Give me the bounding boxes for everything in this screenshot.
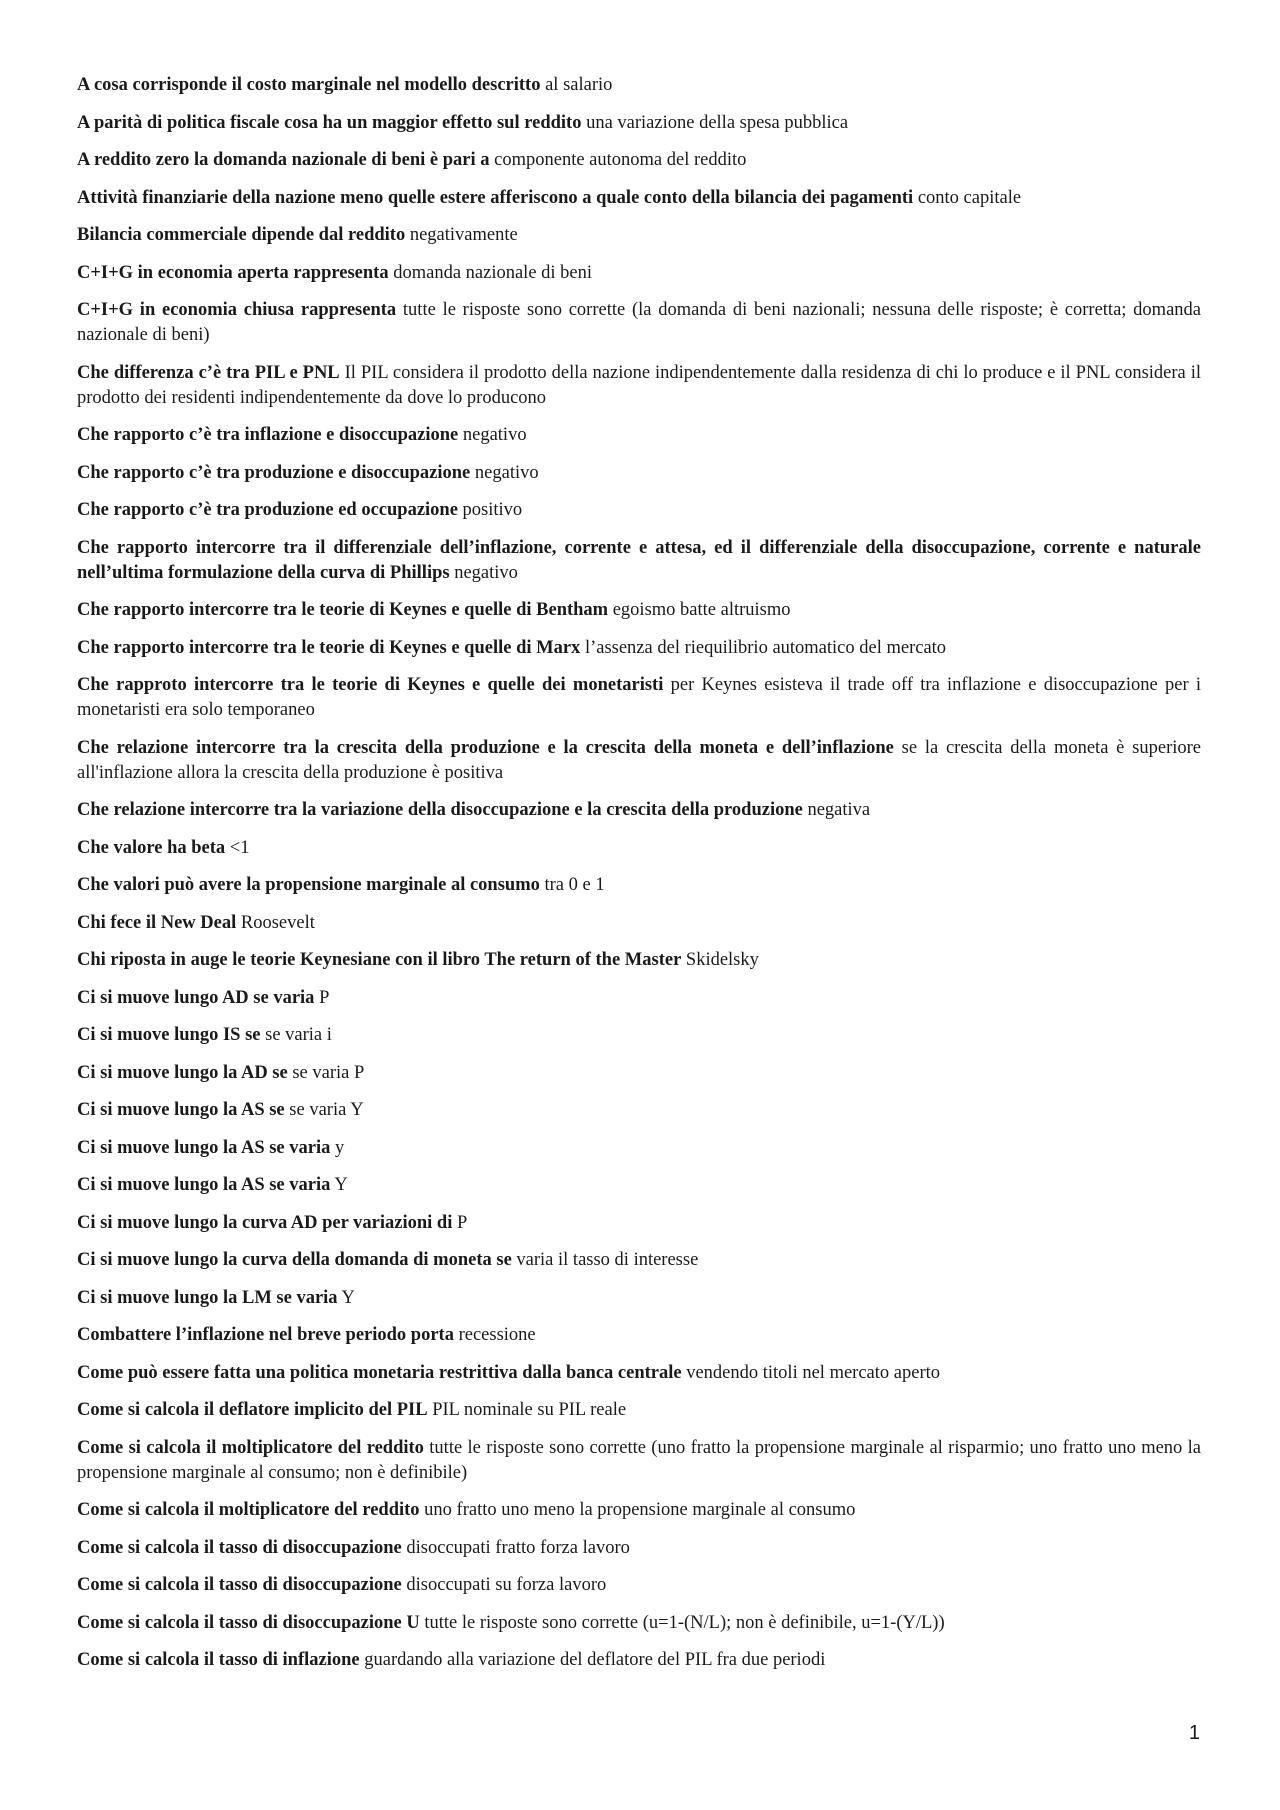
answer-text: negativo — [454, 562, 518, 583]
question-text: Che valori può avere la propensione marginale al consumo — [77, 875, 540, 895]
question-text: Ci si muove lungo la AS se — [77, 1100, 285, 1120]
answer-text: tutte le risposte sono corrette (la domanda di beni nazionali; nessuna delle risposte; è corretta; domanda nazionale di beni) — [77, 300, 1201, 345]
question-text: Come si calcola il tasso di disoccupazione — [77, 1575, 402, 1595]
answer-text: domanda nazionale di beni — [393, 262, 593, 283]
answer-text: negativo — [474, 462, 539, 483]
qa-entry — [77, 798, 1201, 823]
qa-entry — [77, 223, 1201, 248]
answer-text: Y — [341, 1287, 355, 1308]
question-text: Ci si muove lungo IS se — [77, 1025, 261, 1045]
answer-text: se varia P — [292, 1062, 365, 1083]
qa-entry — [77, 986, 1201, 1011]
qa-entry — [77, 361, 1201, 411]
qa-entry — [77, 1136, 1201, 1161]
qa-entry — [77, 1286, 1201, 1311]
qa-entry — [77, 186, 1201, 211]
question-text: Chi fece il New Deal — [77, 912, 237, 933]
question-text: Che rapporto c’è tra produzione e disoccupazione — [77, 462, 471, 483]
qa-entry — [77, 636, 1201, 661]
question-text: Ci si muove lungo AD se varia — [77, 987, 315, 1008]
qa-entry — [77, 836, 1201, 861]
answer-text: conto capitale — [917, 187, 1022, 208]
document-page — [77, 73, 1201, 1686]
question-text: Come si calcola il tasso di disoccupazione — [77, 1537, 402, 1558]
answer-text: recessione — [458, 1325, 536, 1345]
qa-entry — [77, 1323, 1201, 1348]
answer-text: se varia Y — [289, 1100, 364, 1120]
qa-entry — [77, 298, 1201, 348]
answer-text: negativo — [462, 425, 527, 445]
question-text: Come si calcola il moltiplicatore del reddito — [77, 1437, 424, 1458]
qa-entry — [77, 1436, 1201, 1486]
question-text: Che rapporto c’è tra produzione ed occupazione — [77, 500, 458, 520]
answer-text: guardando alla variazione del deflatore del PIL fra due periodi — [364, 1650, 826, 1670]
qa-entry — [77, 111, 1201, 136]
qa-entry — [77, 1573, 1201, 1598]
question-text: C+I+G in economia chiusa rappresenta — [77, 300, 397, 320]
qa-entry — [77, 461, 1201, 486]
qa-entry — [77, 73, 1201, 98]
question-text: Come si calcola il moltiplicatore del reddito — [77, 1500, 420, 1520]
answer-text: una variazione della spesa pubblica — [586, 112, 849, 133]
qa-entry — [77, 1173, 1201, 1198]
question-text: Chi riposta in auge le teorie Keynesiane con il libro The return of the Master — [77, 950, 682, 970]
qa-entry — [77, 1211, 1201, 1236]
answer-text: se la crescita della moneta è superiore all'inflazione allora la crescita della produzione è positiva — [77, 737, 1202, 783]
qa-entry — [77, 598, 1201, 623]
qa-entry — [77, 1648, 1201, 1673]
question-text: Combattere l’inflazione nel breve periodo porta — [77, 1325, 454, 1345]
question-text: Che valore ha beta — [77, 837, 226, 858]
question-text: A cosa corrisponde il costo marginale nel modello descritto — [77, 75, 541, 95]
answer-text: tra 0 e 1 — [544, 875, 605, 895]
question-text: Come si calcola il deflatore implicito del PIL — [77, 1400, 428, 1420]
answer-text: P — [319, 987, 330, 1008]
answer-text: tutte le risposte sono corrette (uno fratto la propensione marginale al risparmio; uno fratto uno meno la propensione marginale al consumo; non è definibile) — [77, 1437, 1202, 1483]
qa-entry — [77, 1098, 1201, 1123]
question-text: Come si calcola il tasso di disoccupazione U — [77, 1612, 420, 1633]
qa-entry — [77, 1061, 1201, 1086]
qa-entry — [77, 911, 1201, 936]
answer-text: uno fratto uno meno la propensione marginale al consumo — [424, 1500, 856, 1520]
qa-entry — [77, 1398, 1201, 1423]
question-text: Che rapporto intercorre tra le teorie di Keynes e quelle di Marx — [77, 637, 581, 658]
qa-entry — [77, 1611, 1201, 1636]
answer-text: y — [335, 1137, 345, 1158]
qa-entry — [77, 536, 1201, 586]
page-number: 1 — [1188, 1722, 1200, 1744]
question-text: Che rapporto c’è tra inflazione e disoccupazione — [77, 425, 459, 445]
answer-text: disoccupati su forza lavoro — [406, 1575, 607, 1595]
qa-entry — [77, 736, 1201, 786]
answer-text: Roosevelt — [240, 912, 315, 933]
answer-text: disoccupati fratto forza lavoro — [406, 1537, 630, 1558]
question-text: Come può essere fatta una politica monetaria restrittiva dalla banca centrale — [77, 1362, 682, 1383]
question-text: Ci si muove lungo la AD se — [77, 1062, 288, 1083]
answer-text: Il PIL considera il prodotto della nazione indipendentemente dalla residenza di chi lo produce e il PNL considera il prodotto dei residenti indipendentemente da dove lo producono — [77, 362, 1201, 408]
qa-entry — [77, 148, 1201, 173]
question-text: A reddito zero la domanda nazionale di beni è pari a — [77, 150, 490, 170]
qa-entry — [77, 873, 1201, 898]
question-text: Ci si muove lungo la AS se varia — [77, 1137, 331, 1158]
answer-text: egoismo batte altruismo — [612, 600, 791, 620]
qa-entry — [77, 673, 1201, 723]
qa-entry — [77, 1361, 1201, 1386]
answer-text: tutte le risposte sono corrette (u=1-(N/L); non è definibile, u=1-(Y/L)) — [424, 1612, 945, 1633]
answer-text: P — [456, 1212, 468, 1233]
question-text: Che differenza c’è tra PIL e PNL — [77, 362, 340, 383]
answer-text: negativamente — [409, 225, 518, 245]
qa-entry — [77, 948, 1201, 973]
question-text: Che relazione intercorre tra la variazione della disoccupazione e la crescita della produzione — [77, 800, 803, 820]
question-text: A parità di politica fiscale cosa ha un maggior effetto sul reddito — [77, 112, 582, 133]
question-text: Ci si muove lungo la LM se varia — [77, 1287, 338, 1308]
answer-text: componente autonoma del reddito — [494, 150, 747, 170]
qa-entry — [77, 1536, 1201, 1561]
answer-text: varia il tasso di interesse — [516, 1250, 699, 1270]
qa-entry — [77, 1498, 1201, 1523]
answer-text: per Keynes esisteva il trade off tra inflazione e disoccupazione per i monetaristi era solo temporaneo — [77, 675, 1202, 720]
answer-text: <1 — [229, 837, 250, 858]
question-text: Ci si muove lungo la AS se varia — [77, 1175, 331, 1195]
qa-entry — [77, 1023, 1201, 1048]
question-text: Ci si muove lungo la curva della domanda di moneta se — [77, 1250, 512, 1270]
answer-text: al salario — [545, 75, 613, 95]
question-text: Ci si muove lungo la curva AD per variazioni di — [77, 1212, 453, 1233]
question-text: Attività finanziarie della nazione meno quelle estere afferiscono a quale conto della bilancia dei pagamenti — [77, 187, 914, 208]
answer-text: se varia i — [265, 1025, 332, 1045]
question-text: Che relazione intercorre tra la crescita della produzione e la crescita della moneta e dell’inflazione — [77, 737, 894, 758]
answer-text: positivo — [462, 500, 523, 520]
qa-entry — [77, 423, 1201, 448]
answer-text: vendendo titoli nel mercato aperto — [686, 1362, 940, 1383]
question-text: Che rapporto intercorre tra le teorie di Keynes e quelle di Bentham — [77, 600, 609, 620]
question-text: Bilancia commerciale dipende dal reddito — [77, 225, 406, 245]
answer-text: PIL nominale su PIL reale — [432, 1400, 627, 1420]
answer-text: negativa — [807, 800, 871, 820]
question-text: Che rapproto intercorre tra le teorie di Keynes e quelle dei monetaristi — [77, 675, 664, 695]
qa-entry — [77, 1248, 1201, 1273]
answer-text: Y — [334, 1175, 348, 1195]
question-text: C+I+G in economia aperta rappresenta — [77, 262, 389, 283]
answer-text: l’assenza del riequilibrio automatico del mercato — [584, 637, 947, 658]
question-text: Che rapporto intercorre tra il differenziale dell’inflazione, corrente e attesa, ed il differenziale della disoccupazione, corrente e naturale nell’ultima formulazione della curva di Phillips — [77, 537, 1201, 583]
qa-entry — [77, 498, 1201, 523]
answer-text: Skidelsky — [685, 950, 759, 970]
question-text: Come si calcola il tasso di inflazione — [77, 1650, 360, 1670]
qa-entry — [77, 261, 1201, 286]
